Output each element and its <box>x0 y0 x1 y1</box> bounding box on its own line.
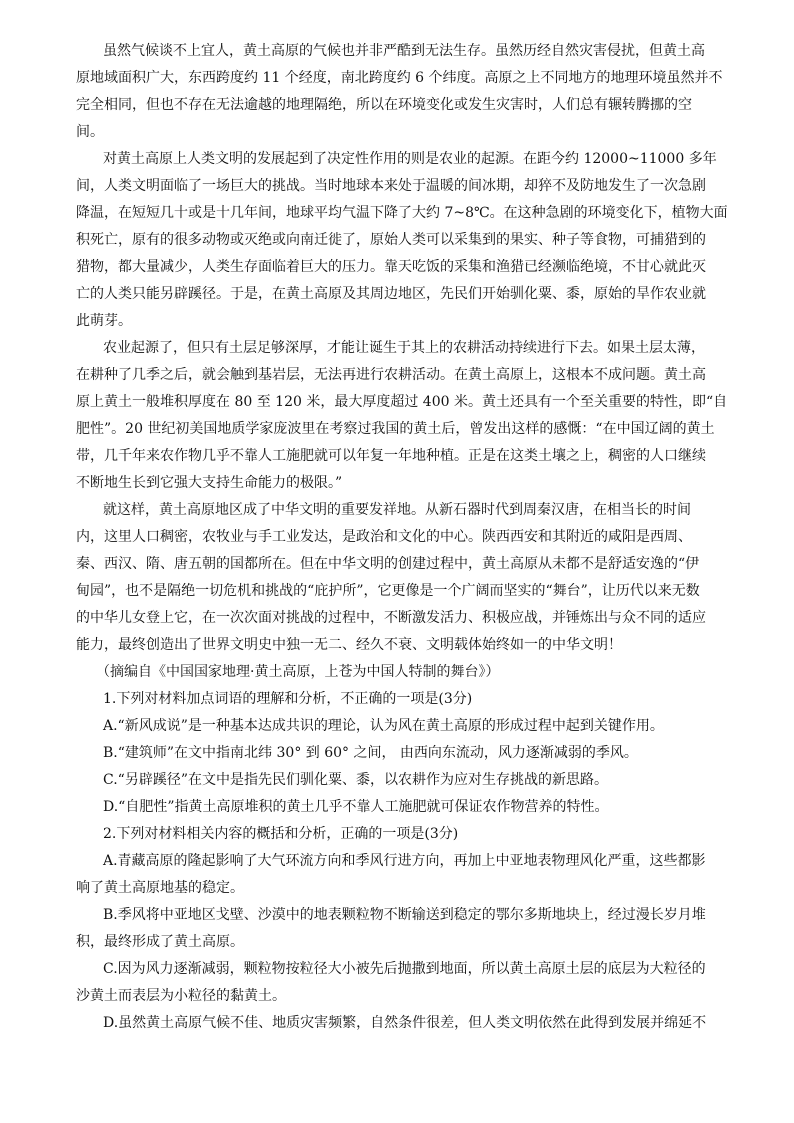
paragraph-line: 内，这里人口稠密，农牧业与手工业发达，是政治和文化的中心。陕西西安和其附近的咸阳是西周、 <box>76 529 692 545</box>
question-1-option-c: C.“另辟蹊径”在文中是指先民们驯化粟、黍，以农耕作为应对生存挑战的新思路。 <box>103 772 608 788</box>
paragraph-line: 间。 <box>76 124 104 140</box>
paragraph-line: 不断地生长到它强大支持生命能力的极限。” <box>76 475 343 491</box>
paragraph-line: 虽然气候谈不上宜人，黄土高原的气候也并非严酷到无法生存。虽然历经自然灾害侵扰，但黄土高 <box>103 43 705 59</box>
paragraph-line: 降温，在短短几十或是十几年间，地球平均气温下降了大约 7~8℃。在这种急剧的环境变化下，植物大面 <box>76 205 728 221</box>
question-1-option-b: B.“建筑师”在文中指南北纬 30° 到 60° 之间， 由西向东流动，风力逐渐减弱的季风。 <box>103 745 638 761</box>
paragraph-line: 农业起源了，但只有土层足够深厚，才能让诞生于其上的农耕活动持续进行下去。如果土层太薄， <box>103 340 705 356</box>
source-citation: （摘编自《中国国家地理·黄土高原，上苍为中国人特制的舞台》） <box>96 664 500 680</box>
paragraph-line: 的中华儿女登上它，在一次次面对挑战的过程中，不断激发活力、积极应战，并锤炼出与众不同的适应 <box>76 610 706 626</box>
question-2-option-b: B.季风将中亚地区戈壁、沙漠中的地表颗粒物不断输送到稳定的鄂尔多斯地块上，经过漫长岁月堆 <box>103 907 706 923</box>
question-2: 2.下列对材料相关内容的概括和分析，正确的一项是(3分) <box>103 826 459 842</box>
paragraph-line: 原地域面积广大，东西跨度约 11 个经度，南北跨度约 6 个纬度。高原之上不同地方的地理环境虽然并不 <box>76 70 723 86</box>
question-2-option-b-cont: 积，最终形成了黄土高原。 <box>76 934 244 950</box>
paragraph-line: 此萌芽。 <box>76 313 132 329</box>
paragraph-line: 在耕种了几季之后，就会触到基岩层，无法再进行农耕活动。在黄土高原上，这根本不成问题。黄土高 <box>76 367 706 383</box>
paragraph-line: 间，人类文明面临了一场巨大的挑战。当时地球本来处于温暖的间冰期，却猝不及防地发生了一次急剧 <box>76 178 706 194</box>
question-2-option-a-cont: 响了黄土高原地基的稳定。 <box>76 880 244 896</box>
paragraph-line: 对黄土高原上人类文明的发展起到了决定性作用的则是农业的起源。在距今约 12000~11000 多年 <box>103 151 717 167</box>
paragraph-line: 能力，最终创造出了世界文明史中独一无二、经久不衰、文明载体始终如一的中华文明！ <box>76 637 622 653</box>
question-2-option-a: A.青藏高原的隆起影响了大气环流方向和季风行进方向，再加上中亚地表物理风化严重，这些都影 <box>103 853 706 869</box>
paragraph-line: 猎物，都大量减少，人类生存面临着巨大的压力。靠天吃饭的采集和渔猎已经濒临绝境，不甘心就此灭 <box>76 259 706 275</box>
paragraph-line: 积死亡，原有的很多动物或灭绝或向南迁徙了，原始人类可以采集到的果实、种子等食物，可捕猎到的 <box>76 232 706 248</box>
paragraph-line: 秦、西汉、隋、唐五朝的国都所在。但在中华文明的创建过程中，黄土高原从未都不是舒适安逸的“伊 <box>76 556 700 572</box>
paragraph-line: 带，几千年来农作物几乎不靠人工施肥就可以年复一年地种植。正是在这类土壤之上，稠密的人口继续 <box>76 448 706 464</box>
question-2-option-c: C.因为风力逐渐减弱，颗粒物按粒径大小被先后抛撒到地面，所以黄土高原土层的底层为大粒径的 <box>103 961 706 977</box>
paragraph-line: 肥性”。20 世纪初美国地质学家庞波里在考察过我国的黄土后，曾发出这样的感慨：“在中国辽阔的黄土 <box>76 421 715 437</box>
question-2-option-c-cont: 沙黄土而表层为小粒径的黏黄土。 <box>76 988 286 1004</box>
paragraph-line: 完全相同，但也不存在无法逾越的地理隔绝，所以在环境变化或发生灾害时，人们总有辗转腾挪的空 <box>76 97 692 113</box>
question-1-option-d: D.“自肥性”指黄土高原堆积的黄土几乎不靠人工施肥就可保证农作物营养的特性。 <box>103 799 609 815</box>
question-2-option-d: D.虽然黄土高原气候不佳、地质灾害频繁，自然条件很差，但人类文明依然在此得到发展并绵延不 <box>103 1015 707 1031</box>
paragraph-line: 就这样，黄土高原地区成了中华文明的重要发祥地。从新石器时代到周秦汉唐，在相当长的时间 <box>103 502 691 518</box>
paragraph-line: 甸园”，也不是隔绝一切危机和挑战的“庇护所”，它更像是一个广阔而坚实的“舞台”，让历代以来无数 <box>76 583 700 599</box>
paragraph-line: 亡的人类只能另辟蹊径。于是，在黄土高原及其周边地区，先民们开始驯化粟、黍，原始的旱作农业就 <box>76 286 706 302</box>
paragraph-line: 原上黄土一般堆积厚度在 80 至 120 米，最大厚度超过 400 米。黄土还具有一个至关重要的特性，即“自 <box>76 394 728 410</box>
question-1-option-a: A.“新风成说”是一种基本达成共识的理论，认为风在黄土高原的形成过程中起到关键作用。 <box>103 718 664 734</box>
question-1: 1.下列对材料加点词语的理解和分析，不正确的一项是(3分) <box>103 691 473 707</box>
